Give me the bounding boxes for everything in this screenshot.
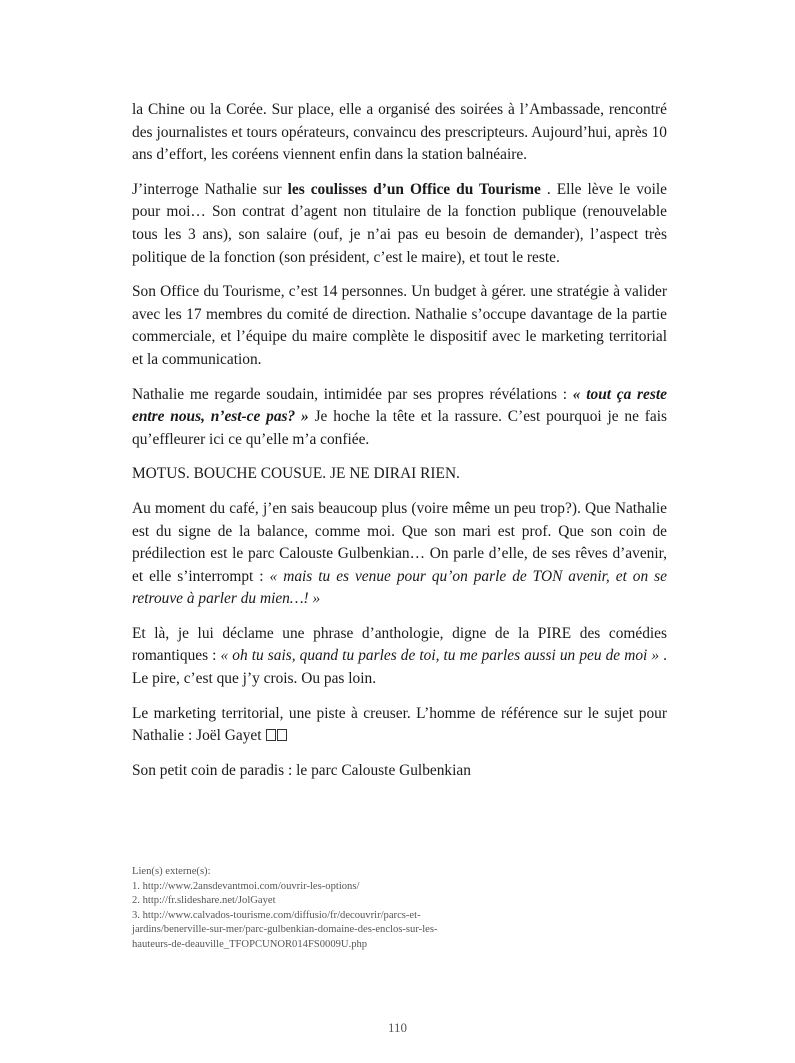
paragraph-6	[132, 498, 667, 611]
external-link-2[interactable]: 2. http://fr.slideshare.net/JolGayet	[132, 895, 276, 907]
quote-oh-tu-sais: « oh tu sais, quand tu parles de toi, tu me parles aussi un peu de moi »	[220, 647, 660, 665]
paragraph-9	[132, 760, 667, 783]
quote-ton-avenir: « mais tu es venue pour qu’on parle de TON avenir, et on se retrouve à parler du mien…! »	[132, 567, 667, 608]
paragraph-7-text-c: . Le pire, c’est que j’y crois. Ou pas loin.	[132, 647, 667, 688]
paragraph-1-text: la Chine ou la Corée. Sur place, elle a organisé des soirées à l’Ambassade, rencontré des journalistes et tours opérateurs, convaincu des prescripteurs. Aujourd’hui, après 10 ans d’effort, les coréens viennent enfin dans la station balnéaire.	[132, 101, 667, 164]
quote-tout-ca: « tout ça reste entre nous, n’est-ce pas? »	[132, 385, 667, 426]
paragraph-4-text-c: Je hoche la tête et la rassure. C’est pourquoi je ne fais qu’effleurer ici ce qu’elle m’a confiée.	[132, 408, 667, 448]
external-link-3[interactable]: 3. http://www.calvados-tourisme.com/diffusio/fr/decouvrir/parcs-et- jardins/benerville-sur-mer/parc-gulbenkian-domaine-des-enclos-sur-les- hauteurs-de-deauville_TFOPCUNOR014FS0009U.php	[132, 909, 438, 950]
paragraph-7-text-a: Et là, je lui déclame une phrase d’anthologie, digne de la PIRE des comédies romantiques :	[132, 624, 667, 665]
paragraph-6-text-a: Au moment du café, j’en sais beaucoup plus (voire même un peu trop?). Que Nathalie est du signe de la balance, comme moi. Que son mari est prof. Que son coin de prédilection est le parc Calouste Gulbenkian… On parle d’elle, de ses rêves d’avenir, et elle s’interrompt :	[132, 499, 667, 585]
paragraph-8-text: Le marketing territorial, une piste à creuser. L’homme de référence sur le sujet pour Nathalie : Joël Gayet	[132, 704, 667, 745]
external-links-title: Lien(s) externe(s):	[132, 866, 211, 877]
paragraph-4	[132, 384, 667, 452]
paragraph-2-text-c: . Elle lève le voile pour moi… Son contrat d’agent non titulaire de la fonction publique (renouvelable tous les 3 ans), son salaire (ouf, je n’ai pas eu besoin de demander), l’aspect très politique de la fonction (son président, c’est le maire), et tout le reste.	[132, 180, 668, 266]
paragraph-8	[132, 703, 667, 748]
paragraph-7	[132, 623, 667, 691]
office-tourisme-emphasis: les coulisses d’un Office du Tourisme	[287, 180, 541, 198]
page-number: 110	[387, 1020, 408, 1035]
paragraph-3-text: Son Office du Tourisme, c’est 14 personnes. Un budget à gérer. une stratégie à valider avec les 17 membres du comité de direction. Nathalie s’occupe davantage de la partie commerciale, et l’équipe du maire complète le dispositif avec le marketing territorial et la communication.	[132, 283, 667, 368]
page-body	[132, 99, 667, 794]
external-link-1[interactable]: 1. http://www.2ansdevantmoi.com/ouvrir-les-options/	[132, 880, 360, 892]
paragraph-2	[132, 179, 667, 269]
motus-text: MOTUS. BOUCHE COUSUE. JE NE DIRAI RIEN.	[132, 465, 460, 483]
paragraph-1	[132, 99, 667, 167]
paragraph-5	[132, 463, 667, 486]
paragraph-4-text-a: Nathalie me regarde soudain, intimidée par ses propres révélations :	[132, 385, 573, 403]
missing-glyph-icon	[266, 729, 276, 741]
paragraph-3	[132, 281, 667, 371]
missing-glyph-icon	[277, 729, 287, 741]
paragraph-2-text-a: J’interroge Nathalie sur	[132, 180, 288, 198]
paragraph-9-text: Son petit coin de paradis : le parc Calouste Gulbenkian	[132, 761, 471, 779]
external-links	[132, 865, 672, 953]
